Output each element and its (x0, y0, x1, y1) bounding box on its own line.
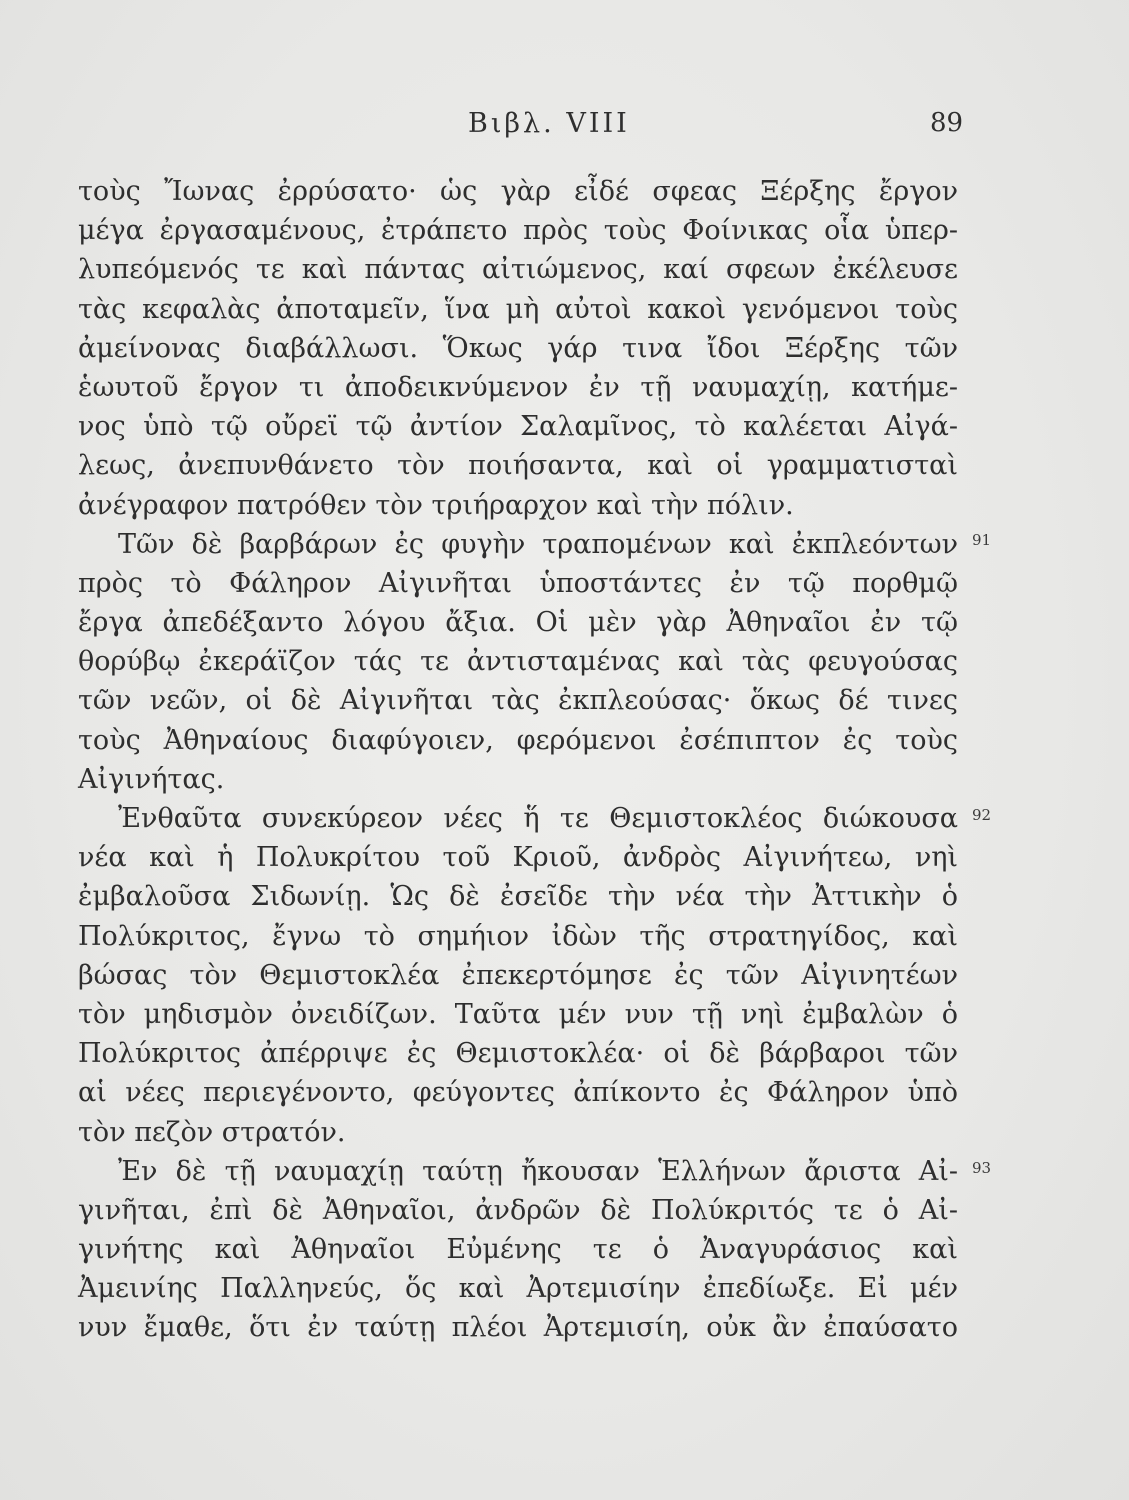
text-line: νυν ἔμαθε, ὅτι ἐν ταύτῃ πλέοι Ἀρτεμισίη, οὐκ ἂν ἐπαύσατο (78, 1312, 958, 1344)
text-line: Τῶν δὲ βαρβάρων ἐς φυγὴν τραπομένων καὶ ἐκπλεόντων (118, 528, 958, 560)
text-line: γινήτης καὶ Ἀθηναῖοι Εὐμένης τε ὁ Ἀναγυράσιος καὶ (78, 1234, 958, 1266)
text-line: τοὺς Ἴωνας ἐρρύσατο· ὡς γὰρ εἶδέ σφεας Ξέρξης ἔργον (78, 176, 958, 207)
margin-chapter-number: 93 (972, 1159, 992, 1177)
running-head: Βιβλ. VIII (468, 108, 630, 139)
text-line: θορύβῳ ἐκεράϊζον τάς τε ἀντισταμένας καὶ τὰς φευγούσας (78, 646, 958, 678)
text-line: Ἐνθαῦτα συνεκύρεον νέες ἥ τε Θεμιστοκλέος διώκουσα (118, 803, 958, 834)
margin-chapter-number: 91 (972, 531, 992, 549)
text-line: βώσας τὸν Θεμιστοκλέα ἐπεκερτόμησε ἐς τῶν Αἰγινητέων (78, 959, 958, 991)
text-line: γινῆται, ἐπὶ δὲ Ἀθηναῖοι, ἀνδρῶν δὲ Πολύκριτός τε ὁ Αἰ- (78, 1194, 958, 1226)
text-line: Αἰγινήτας. (78, 763, 225, 795)
text-line: Πολύκριτος, ἔγνω τὸ σημήιον ἰδὼν τῆς στρατηγίδος, καὶ (78, 920, 958, 952)
text-line: τὰς κεφαλὰς ἀποταμεῖν, ἵνα μὴ αὐτοὶ κακοὶ γενόμενοι τοὺς (78, 293, 958, 325)
text-line: τὸν μηδισμὸν ὀνειδίζων. Ταῦτα μέν νυν τῇ νηὶ ἐμβαλὼν ὁ (78, 998, 958, 1030)
text-line: τοὺς Ἀθηναίους διαφύγοιεν, φερόμενοι ἐσέπιπτον ἐς τοὺς (78, 724, 958, 756)
text-line: ἐμβαλοῦσα Σιδωνίῃ. Ὡς δὲ ἐσεῖδε τὴν νέα τὴν Ἀττικὴν ὁ (78, 881, 958, 913)
text-line: αἱ νέες περιεγένοντο, φεύγοντες ἀπίκοντο ἐς Φάληρον ὑπὸ (78, 1077, 958, 1109)
text-line: τὸν πεζὸν στρατόν. (78, 1116, 346, 1148)
text-line: Ἀμεινίης Παλληνεύς, ὅς καὶ Ἀρτεμισίην ἐπεδίωξε. Εἰ μέν (78, 1273, 958, 1305)
text-line: πρὸς τὸ Φάληρον Αἰγινῆται ὑποστάντες ἐν τῷ πορθμῷ (78, 567, 958, 599)
text-line: νος ὑπὸ τῷ οὔρεϊ τῷ ἀντίον Σαλαμῖνος, τὸ καλέεται Αἰγά- (78, 411, 958, 443)
text-line: Πολύκριτος ἀπέρριψε ἐς Θεμιστοκλέα· οἱ δὲ βάρβαροι τῶν (78, 1038, 958, 1070)
text-line: μέγα ἐργασαμένους, ἐτράπετο πρὸς τοὺς Φοίνικας οἷα ὑπερ- (78, 215, 958, 247)
text-line: ἀνέγραφον πατρόθεν τὸν τριήραρχον καὶ τὴν πόλιν. (78, 489, 794, 521)
body-text (78, 172, 958, 1348)
text-line: τῶν νεῶν, οἱ δὲ Αἰγινῆται τὰς ἐκπλεούσας· ὅκως δέ τινες (78, 685, 958, 717)
text-line: νέα καὶ ἡ Πολυκρίτου τοῦ Κριοῦ, ἀνδρὸς Αἰγινήτεω, νηὶ (78, 842, 958, 874)
text-line: Ἐν δὲ τῇ ναυμαχίῃ ταύτῃ ἤκουσαν Ἑλλήνων ἄριστα Αἰ- (118, 1155, 958, 1187)
page-number: 89 (930, 108, 964, 138)
text-line: λυπεόμενός τε καὶ πάντας αἰτιώμενος, καί σφεων ἐκέλευσε (78, 254, 958, 286)
text-line: ἔργα ἀπεδέξαντο λόγου ἄξια. Οἱ μὲν γὰρ Ἀθηναῖοι ἐν τῷ (78, 607, 958, 639)
text-line: ἑωυτοῦ ἔργον τι ἀποδεικνύμενον ἐν τῇ ναυμαχίῃ, κατήμε- (78, 371, 958, 403)
text-line: ἀμείνονας διαβάλλωσι. Ὅκως γάρ τινα ἴδοι Ξέρξης τῶν (78, 332, 958, 364)
margin-chapter-number: 92 (972, 806, 992, 824)
text-line: λεως, ἀνεπυνθάνετο τὸν ποιήσαντα, καὶ οἱ γραμματισταὶ (78, 450, 958, 482)
